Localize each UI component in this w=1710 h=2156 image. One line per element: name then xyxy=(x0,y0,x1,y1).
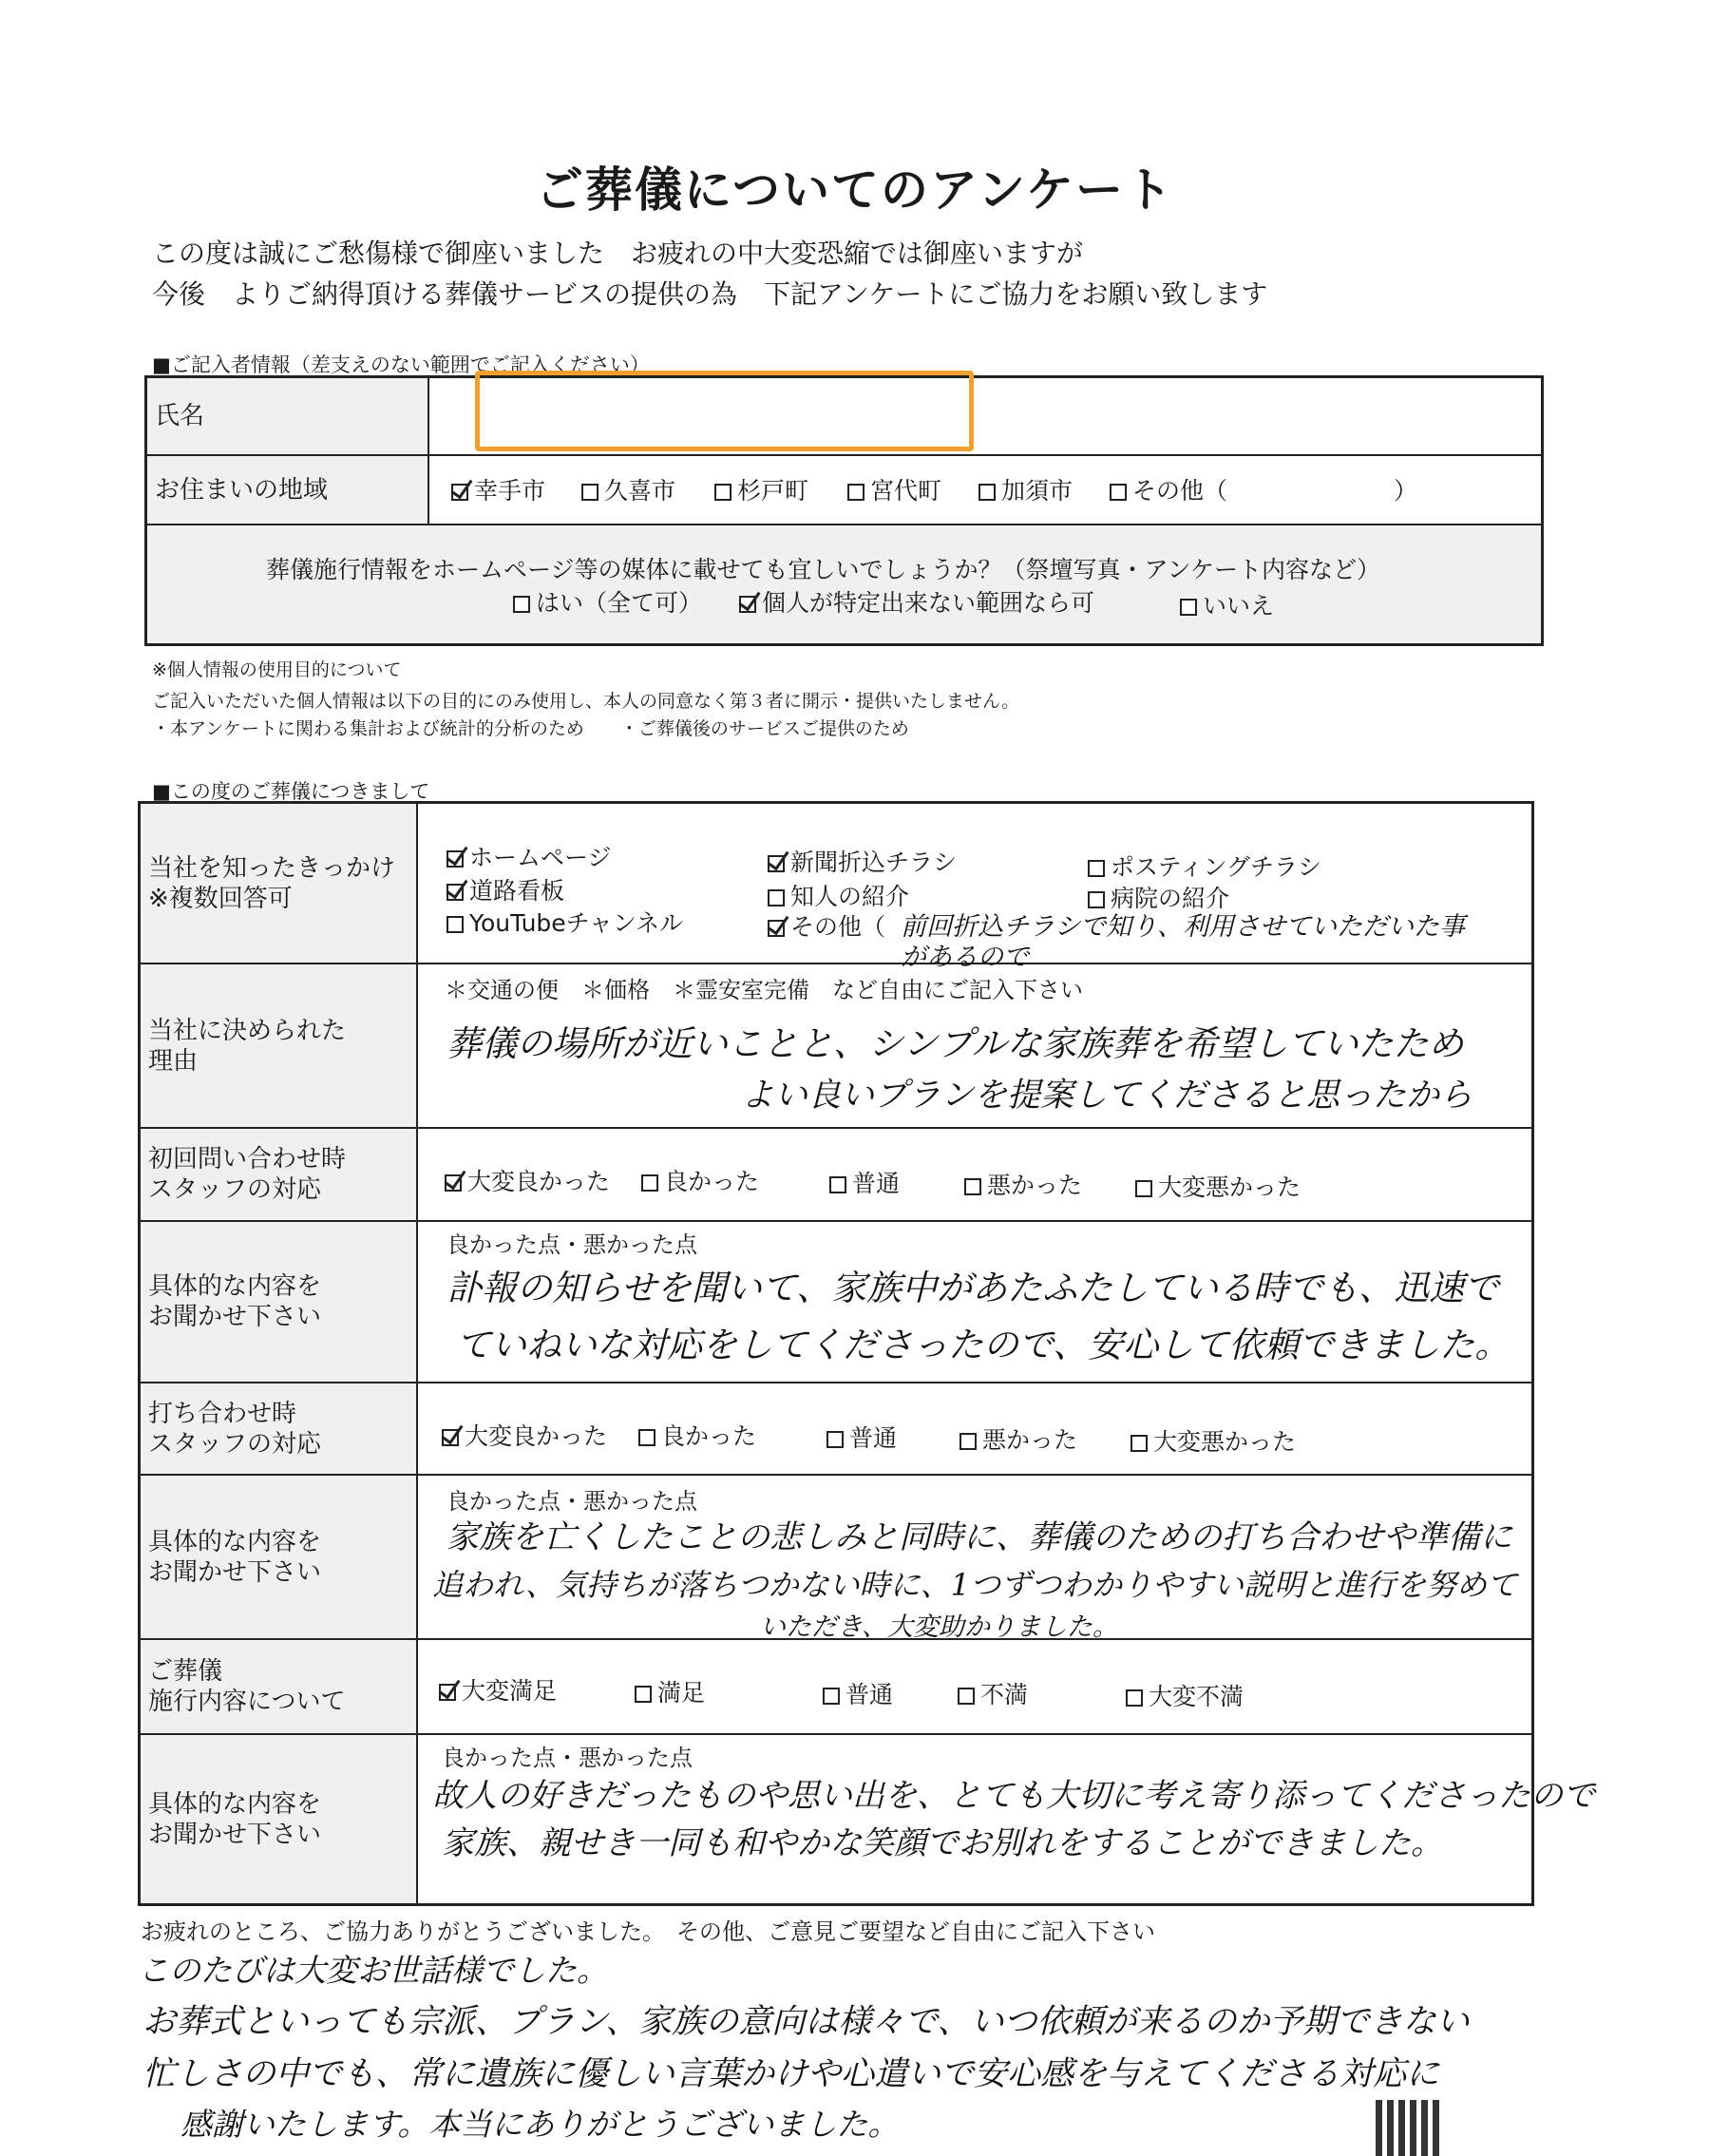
q2-label: 当社に決められた 理由 xyxy=(141,964,416,1127)
q7-option-very-satisfied[interactable]: 大変満足 xyxy=(439,1672,557,1707)
checkbox-icon[interactable] xyxy=(446,850,464,868)
privacy-line-1: ご記入いただいた個人情報は以下の目的にのみ使用し、本人の同意なく第３者に開示・提供いたしません。 xyxy=(152,691,1020,712)
q1-label: 当社を知ったきっかけ ※複数回答可 xyxy=(141,804,416,963)
closing-answer-line-1: このたびは大変お世話様でした。 xyxy=(138,1952,608,1989)
q6-label: 具体的な内容を お聞かせ下さい xyxy=(141,1476,416,1638)
q7-option-unsatisfied[interactable]: 不満 xyxy=(958,1676,1028,1710)
checkbox-icon[interactable] xyxy=(823,1688,840,1705)
area-label: お住まいの地域 xyxy=(147,456,428,524)
q1-option-homepage[interactable]: ホームページ xyxy=(446,839,612,873)
q3-label: 初回問い合わせ時 スタッフの対応 xyxy=(141,1129,416,1220)
checkbox-icon[interactable] xyxy=(960,1433,977,1450)
closing-answer-line-4: 感謝いたします。本当にありがとうございました。 xyxy=(180,2106,900,2143)
q3-option-bad[interactable]: 悪かった xyxy=(964,1167,1082,1201)
intro-line-1: この度は誠にご愁傷様で御座いました お疲れの中大変恐縮では御座いますが xyxy=(152,238,1084,269)
q5-option-very-good[interactable]: 大変良かった xyxy=(442,1418,607,1452)
q6-prompt: 良かった点・悪かった点 xyxy=(446,1488,697,1515)
q7-option-normal[interactable]: 普通 xyxy=(823,1676,893,1710)
area-option-kazo[interactable]: 加須市 xyxy=(978,472,1073,506)
q2-answer-line-1: 葬儀の場所が近いことと、シンプルな家族葬を希望していたため xyxy=(446,1023,1464,1064)
q3-option-good[interactable]: 良かった xyxy=(641,1163,759,1197)
checkbox-icon[interactable] xyxy=(451,484,468,501)
q8-prompt: 良かった点・悪かった点 xyxy=(442,1745,693,1771)
privacy-line-2: ・本アンケートに関わる集計および統計的分析のため ・ご葬儀後のサービスご提供のため xyxy=(152,718,909,739)
checkbox-icon[interactable] xyxy=(446,916,464,933)
closing-answer-line-3: 忙しさの中でも、常に遺族に優しい言葉かけや心遣いで安心感を与えてくださる対応に xyxy=(142,2055,1440,2093)
publish-option-anonymous[interactable]: 個人が特定出来ない範囲なら可 xyxy=(739,584,1094,619)
checkbox-icon[interactable] xyxy=(829,1176,846,1193)
qr-code-icon xyxy=(1376,2100,1442,2156)
q4-answer-line-2: ていねいな対応をしてくださったので、安心して依頼できました。 xyxy=(456,1325,1510,1365)
checkbox-icon[interactable] xyxy=(1088,860,1105,877)
checkbox-icon[interactable] xyxy=(978,484,996,501)
checkbox-icon[interactable] xyxy=(513,596,530,613)
q2-prompt: ＊交通の便 ＊価格 ＊霊安室完備 など自由にご記入下さい xyxy=(445,977,1083,1003)
section2-heading: ■この度のご葬儀につきまして xyxy=(152,780,430,803)
checkbox-icon[interactable] xyxy=(958,1688,975,1705)
redacted-name-box xyxy=(475,371,974,451)
checkbox-icon[interactable] xyxy=(442,1429,459,1446)
checkbox-icon[interactable] xyxy=(964,1178,981,1195)
checkbox-icon[interactable] xyxy=(1180,599,1197,616)
checkbox-icon[interactable] xyxy=(635,1686,652,1703)
q5-option-very-bad[interactable]: 大変悪かった xyxy=(1130,1423,1296,1458)
publish-option-yes[interactable]: はい（全て可） xyxy=(513,584,702,619)
checkbox-icon[interactable] xyxy=(1126,1689,1143,1707)
q5-option-normal[interactable]: 普通 xyxy=(826,1420,897,1454)
publish-option-no[interactable]: いいえ xyxy=(1180,587,1274,621)
checkbox-icon[interactable] xyxy=(638,1429,656,1446)
publish-question: 葬儀施行情報をホームページ等の媒体に載せても宜しいでしょうか？（祭壇写真・アンケート内容など） xyxy=(266,556,1381,583)
checkbox-icon[interactable] xyxy=(847,484,864,501)
checkbox-icon[interactable] xyxy=(768,889,785,906)
checkbox-icon[interactable] xyxy=(446,884,464,901)
q5-label: 打ち合わせ時 スタッフの対応 xyxy=(141,1383,416,1474)
q8-label: 具体的な内容を お聞かせ下さい xyxy=(141,1735,416,1903)
intro-line-2: 今後 よりご納得頂ける葬儀サービスの提供の為 下記アンケートにご協力をお願い致します xyxy=(152,278,1268,310)
q1-other-answer: 前回折込チラシで知り、利用させていただいた事があるので xyxy=(901,912,1465,972)
q7-option-very-unsatisfied[interactable]: 大変不満 xyxy=(1126,1678,1244,1712)
checkbox-icon[interactable] xyxy=(768,855,785,872)
checkbox-icon[interactable] xyxy=(439,1684,456,1701)
q1-option-referral[interactable]: 知人の紹介 xyxy=(768,878,909,912)
checkbox-icon[interactable] xyxy=(581,484,598,501)
q1-option-signboard[interactable]: 道路看板 xyxy=(446,872,564,906)
q8-answer-line-1: 故人の好きだったものや思い出を、とても大切に考え寄り添ってくださったので xyxy=(432,1777,1595,1815)
privacy-heading: ※個人情報の使用目的について xyxy=(152,659,402,680)
area-option-satte[interactable]: 幸手市 xyxy=(451,472,545,506)
checkbox-icon[interactable] xyxy=(641,1174,658,1192)
checkbox-icon[interactable] xyxy=(768,920,785,937)
q7-option-satisfied[interactable]: 満足 xyxy=(635,1674,705,1708)
checkbox-icon[interactable] xyxy=(1088,891,1105,908)
q4-answer-line-1: 訃報の知らせを聞いて、家族中があたふたしている時でも、迅速で xyxy=(446,1268,1500,1308)
checkbox-icon[interactable] xyxy=(739,596,756,613)
checkbox-icon[interactable] xyxy=(714,484,732,501)
q8-answer-line-2: 家族、親せき一同も和やかな笑顔でお別れをすることができました。 xyxy=(442,1824,1443,1862)
q1-option-other[interactable]: その他（ xyxy=(768,908,885,943)
section1-heading: ■ご記入者情報（差支えのない範囲でご記入ください） xyxy=(152,353,650,376)
area-option-sugito[interactable]: 杉戸町 xyxy=(714,472,808,506)
q5-option-good[interactable]: 良かった xyxy=(638,1418,756,1452)
q3-option-very-good[interactable]: 大変良かった xyxy=(445,1163,610,1197)
q1-option-hospital[interactable]: 病院の紹介 xyxy=(1088,880,1229,914)
area-option-miyashiro[interactable]: 宮代町 xyxy=(847,472,941,506)
page-title: ご葬儀についてのアンケート xyxy=(536,162,1174,218)
area-option-other[interactable]: その他（ ） xyxy=(1110,472,1417,506)
area-option-kuki[interactable]: 久喜市 xyxy=(581,472,675,506)
q6-answer-line-1: 家族を亡くしたことの悲しみと同時に、葬儀のための打ち合わせや準備に xyxy=(446,1518,1512,1556)
closing-prompt: お疲れのところ、ご協力ありがとうございました。 その他、ご意見ご要望など自由にご記入下さい xyxy=(141,1918,1155,1945)
q1-option-posting[interactable]: ポスティングチラシ xyxy=(1088,849,1321,883)
q5-option-bad[interactable]: 悪かった xyxy=(960,1421,1077,1456)
q7-label: ご葬儀 施行内容について xyxy=(141,1640,416,1733)
checkbox-icon[interactable] xyxy=(1110,484,1127,501)
closing-answer-line-2: お葬式といっても宗派、プラン、家族の意向は様々で、いつ依頼が来るのか予期できない xyxy=(142,2003,1470,2041)
q6-answer-line-2: 追われ、気持ちが落ちつかない時に、1つずつわかりやすい説明と進行を努めて xyxy=(432,1567,1517,1603)
checkbox-icon[interactable] xyxy=(1130,1435,1148,1452)
checkbox-icon[interactable] xyxy=(826,1431,844,1448)
q1-option-newspaper[interactable]: 新聞折込チラシ xyxy=(768,844,957,878)
q3-option-normal[interactable]: 普通 xyxy=(829,1165,900,1199)
q3-option-very-bad[interactable]: 大変悪かった xyxy=(1135,1169,1301,1203)
checkbox-icon[interactable] xyxy=(1135,1180,1152,1197)
q4-label: 具体的な内容を お聞かせ下さい xyxy=(141,1222,416,1382)
q1-option-youtube[interactable]: YouTubeチャンネル xyxy=(446,905,683,939)
q6-answer-line-3: いただき、大変助かりました。 xyxy=(760,1612,1118,1642)
q4-prompt: 良かった点・悪かった点 xyxy=(446,1231,697,1258)
name-label: 氏名 xyxy=(147,378,428,454)
q2-answer-line-2: よい良いプランを提案してくださると思ったから xyxy=(741,1077,1473,1115)
checkbox-icon[interactable] xyxy=(445,1174,462,1192)
